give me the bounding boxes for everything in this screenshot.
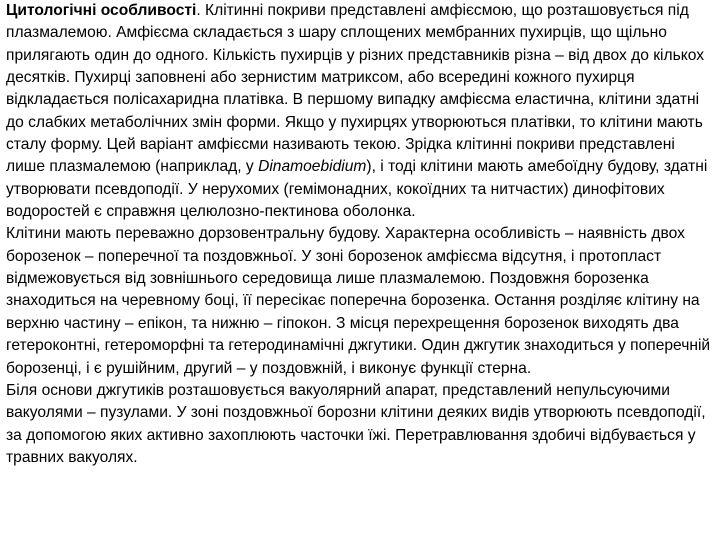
paragraph-cytology: [6, 0, 712, 223]
document-text: [6, 0, 712, 469]
paragraph-cell-structure: Клітини мають переважно дорзовентральну будову. Характерна особливість – наявність двох борозенок – поперечної та поздовжньої. У зоні борозенок амфієсма відсутня, і протопласт відмежовується від зовнішнього середовища лише плазмалемою. Поздовжня борозенка знаходиться на черевному боці, її пересікає поперечна борозенка. Остання розділяє клітину на верхню частину – епікон, та нижню – гіпокон. З місця перехрещення борозенок виходять два гетероконтні, гетероморфні та гетеродинамічні джгутики. Один джгутик знаходиться у поперечній борозенці, і є рушійним, другий – у поздовжній, і виконує функції стерна.: [6, 225, 711, 377]
paragraph-vacuolar-apparatus: Біля основи джгутиків розташовується вакуолярний апарат, представлений непульсуючими вакуолями – пузулами. У зоні поздовжньої борозни клітини деяких видів утворюють псевдоподії, за допомогою яких активно захоплюють часточки їжі. Перетравлювання здобичі відбувається у травних вакуолях.: [6, 381, 706, 466]
paragraph-text-part: . Клітинні покриви представлені амфієсмою, що розташовується під плазмалемою. Амфієсма складається з шару сплощених мембранних пухирців, що щільно прилягають один до одного. Кількість пухирців у різних представників різна – від двох до кількох десятків. Пухирці заповнені або зернистим матриксом, або всередині кожного пухирця відкладається полісахаридна платівка. В першому випадку амфієсма еластична, клітини здатні до слабких метаболічних змін форми. Якщо у пухирцях утворюються платівки, то клітини мають сталу форму. Цей варіант амфієсми називають текою. Зрідка клітинні покриви представлені лише плазмалемою (наприклад, у: [6, 2, 704, 176]
paragraph-text-part: ), і тоді клітини мають амебоїдну будову, здатні утворювати псевдоподії. У нерухомих (гемімонадних, кокоїдних та нитчастих) динофітових водоростей є справжня целюлозно-пектинова оболонка.: [6, 158, 708, 221]
genus-name: Dinamoebidium: [258, 158, 367, 176]
section-heading: Цитологічні особливості: [6, 2, 197, 19]
